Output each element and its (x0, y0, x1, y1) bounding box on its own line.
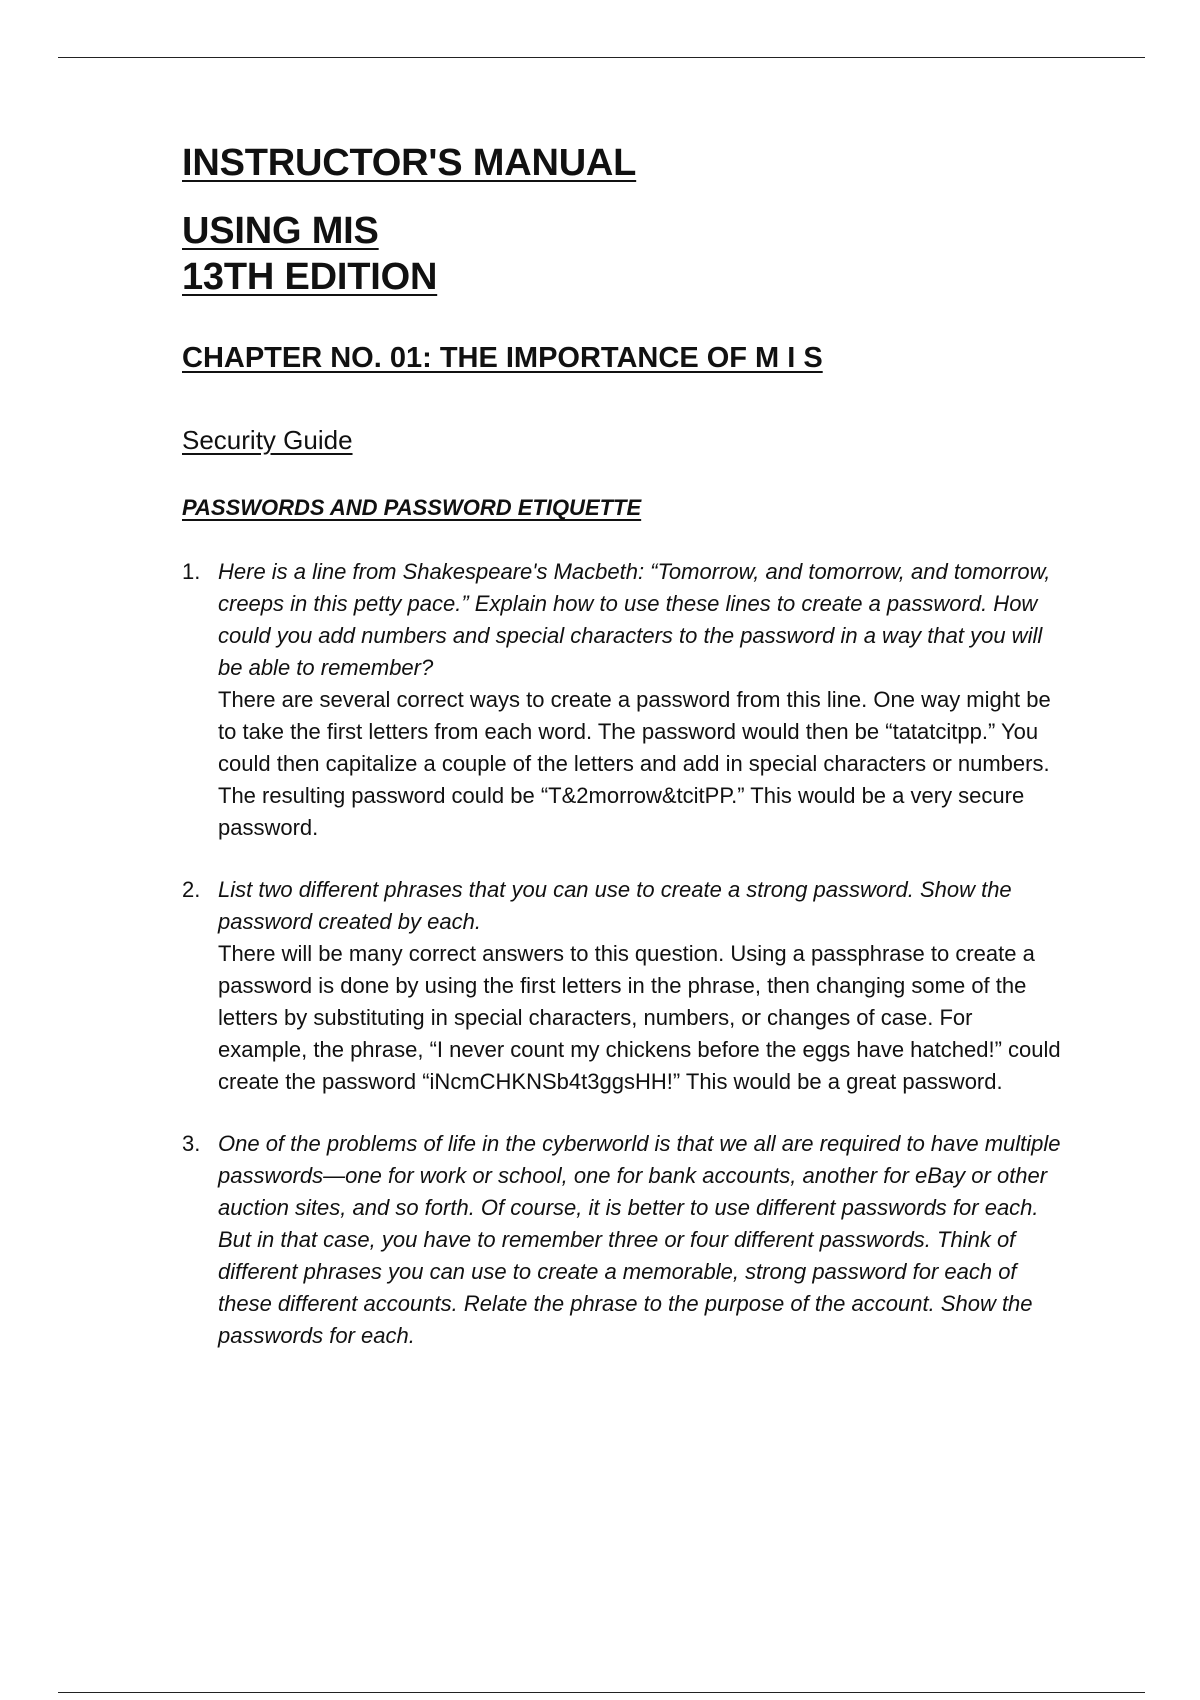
question-number: 3. (182, 1131, 201, 1156)
question-number: 1. (182, 559, 201, 584)
question-item-2 (182, 874, 1062, 1098)
guide-title: PASSWORDS AND PASSWORD ETIQUETTE (182, 495, 642, 520)
answer-text: There are several correct ways to create a password from this line. One way might be to take the first letters from each word. The password would then be “tatatcitpp.” You could then capitalize a couple of the letters and add in special characters or numbers. The resulting password could be “T&2morrow&tcitPP.” This would be a very secure password. (218, 687, 1051, 840)
manual-title: INSTRUCTOR'S MANUAL (182, 142, 637, 184)
question-item-3 (182, 1128, 1062, 1352)
bottom-rule (58, 1692, 1145, 1693)
section-label: Security Guide (182, 425, 353, 455)
question-text: One of the problems of life in the cyberworld is that we all are required to have multiple passwords—one for work or school, one for bank accounts, another for eBay or other auction sites, and so forth. Of course, it is better to use different passwords for each. But in that case, you have to remember three or four different passwords. Think of different phrases you can use to create a memorable, strong password for each of these different accounts. Relate the phrase to the purpose of the account. Show the passwords for each. (218, 1131, 1061, 1348)
question-item-1 (182, 556, 1062, 844)
question-list (182, 556, 1062, 1352)
book-title (182, 208, 1062, 300)
top-rule (58, 57, 1145, 58)
book-title-line-2: 13TH EDITION (182, 256, 438, 298)
book-title-line-1: USING MIS (182, 210, 379, 252)
question-number: 2. (182, 877, 201, 902)
question-text: List two different phrases that you can use to create a strong password. Show the password created by each. (218, 877, 1012, 934)
document-page (182, 140, 1062, 1382)
answer-text: There will be many correct answers to this question. Using a passphrase to create a password is done by using the first letters in the phrase, then changing some of the letters by substituting in special characters, numbers, or changes of case. For example, the phrase, “I never count my chickens before the eggs have hatched!” could create the password “iNcmCHKNSb4t3ggsHH!” This would be a great password. (218, 941, 1061, 1094)
question-text: Here is a line from Shakespeare's Macbeth: “Tomorrow, and tomorrow, and tomorrow, creeps in this petty pace.” Explain how to use these lines to create a password. How could you add numbers and special characters to the password in a way that you will be able to remember? (218, 559, 1051, 680)
chapter-title: CHAPTER NO. 01: THE IMPORTANCE OF M I S (182, 342, 823, 374)
